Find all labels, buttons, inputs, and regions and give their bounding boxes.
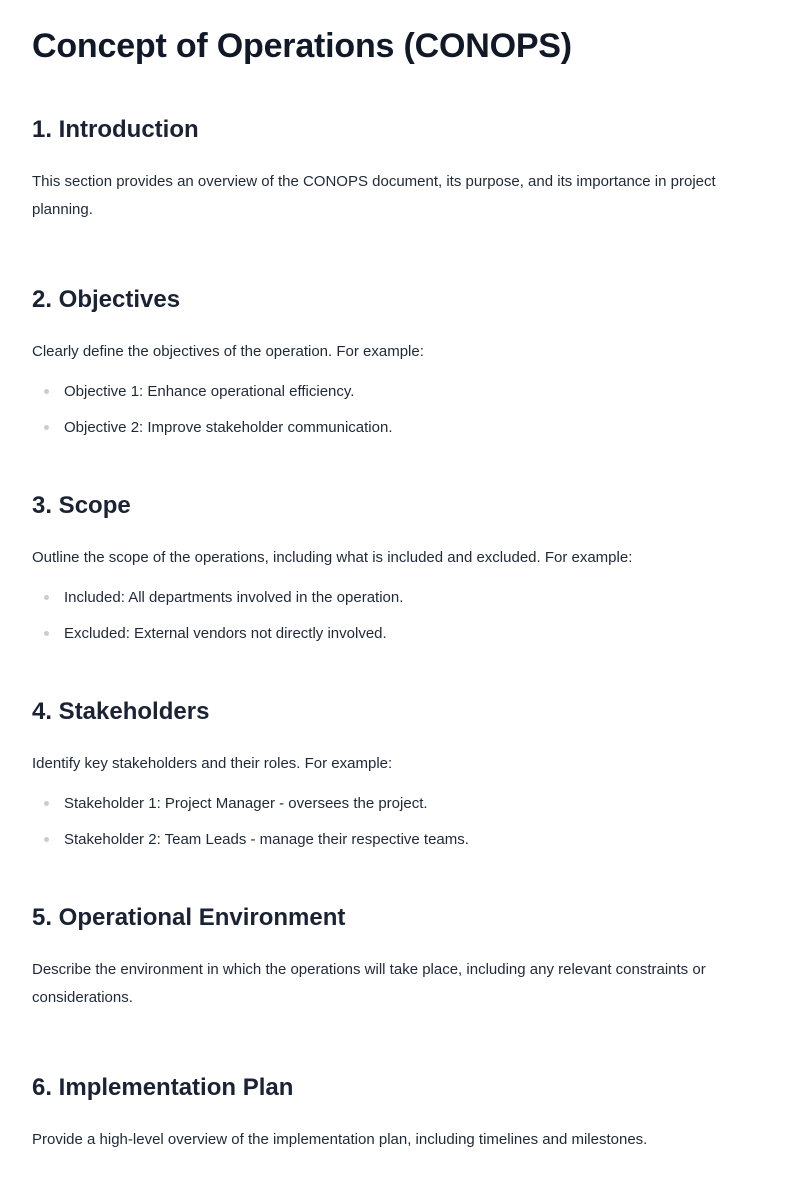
list-item (32, 624, 768, 644)
section-heading: 2. Objectives (32, 286, 181, 313)
section-heading: 3. Scope (32, 492, 131, 519)
bullet-dot-icon (44, 631, 49, 636)
list-item (32, 794, 768, 814)
list-item-text: Stakeholder 2: Team Leads - manage their respective teams. (64, 831, 469, 848)
section-heading: 1. Introduction (32, 116, 199, 143)
bullet-dot-icon (44, 837, 49, 842)
list-item (32, 418, 768, 438)
section-objectives (32, 284, 768, 438)
list-item (32, 830, 768, 850)
section-heading: 4. Stakeholders (32, 698, 210, 725)
list-item-text: Objective 2: Improve stakeholder communication. (64, 419, 393, 436)
list-item (32, 382, 768, 402)
bullet-dot-icon (44, 425, 49, 430)
section-body: Outline the scope of the operations, including what is included and excluded. For example: (32, 549, 633, 566)
list-item (32, 588, 768, 608)
bullet-list (32, 588, 768, 644)
section-body: This section provides an overview of the CONOPS document, its purpose, and its importance in project planning. (32, 173, 716, 218)
list-item-text: Excluded: External vendors not directly involved. (64, 625, 387, 642)
list-item-text: Included: All departments involved in the operation. (64, 589, 404, 606)
bullet-dot-icon (44, 801, 49, 806)
section-operational-environment (32, 902, 768, 1012)
section-scope (32, 490, 768, 644)
section-heading: 6. Implementation Plan (32, 1074, 294, 1101)
list-item-text: Objective 1: Enhance operational efficiency. (64, 383, 355, 400)
section-introduction (32, 114, 768, 224)
bullet-dot-icon (44, 595, 49, 600)
bullet-list (32, 382, 768, 438)
section-body: Describe the environment in which the operations will take place, including any relevant constraints or considerations. (32, 961, 706, 1006)
section-implementation-plan (32, 1072, 768, 1154)
section-body: Provide a high-level overview of the implementation plan, including timelines and milestones. (32, 1131, 648, 1148)
section-body: Identify key stakeholders and their roles. For example: (32, 755, 393, 772)
section-stakeholders (32, 696, 768, 850)
section-heading: 5. Operational Environment (32, 904, 346, 931)
bullet-dot-icon (44, 389, 49, 394)
list-item-text: Stakeholder 1: Project Manager - oversees the project. (64, 795, 428, 812)
section-body: Clearly define the objectives of the operation. For example: (32, 343, 424, 360)
page-title: Concept of Operations (CONOPS) (32, 27, 572, 65)
bullet-list (32, 794, 768, 850)
